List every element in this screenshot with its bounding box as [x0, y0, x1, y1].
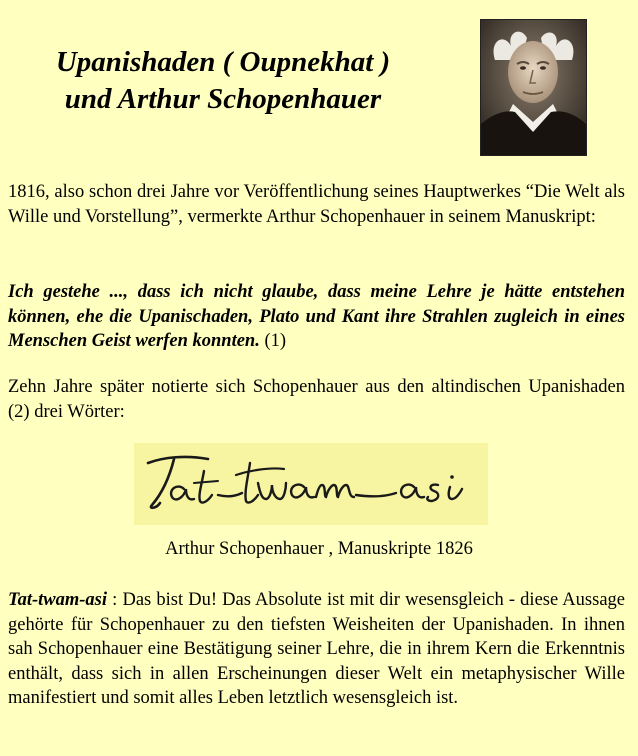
manuscript-caption: Arthur Schopenhauer , Manuskripte 1826 — [165, 539, 473, 559]
later-paragraph: Zehn Jahre später notierte sich Schopenhauer aus den altindischen Upanishaden (2) drei Wörter: — [8, 377, 625, 422]
manuscript-signature-image — [134, 443, 488, 525]
portrait-icon — [481, 20, 586, 155]
tat-twam-asi-term: Tat-twam-asi — [8, 590, 108, 610]
quote-paragraph — [8, 280, 625, 354]
quote-reference: (1) — [264, 331, 287, 351]
page-title — [0, 44, 446, 118]
title-line-1: Upanishaden ( Oupnekhat ) — [55, 46, 391, 78]
tat-twam-asi-paragraph — [8, 588, 625, 711]
tat-twam-asi-text: : Das bist Du! Das Absolute ist mit dir wesensgleich - diese Aussage gehörte für Schopenhauer zu den tiefsten Weisheiten der Upanishaden. In ihnen sah Schopenhauer eine Bestätigung seiner Lehre, die in ihrem Kern die Erkenntnis enthält, dass sich in allen Erscheinungen dieser Welt ein metaphysischer Wille manifestiert und somit alles Leben letztlich wesensgleich ist. — [8, 590, 625, 708]
handwriting-tat-twam-asi — [134, 443, 488, 525]
portrait-photo — [480, 19, 587, 156]
intro-paragraph: 1816, also schon drei Jahre vor Veröffentlichung seines Hauptwerkes “Die Welt als Wille und Vorstellung”, vermerkte Arthur Schopenhauer in seinem Manuskript: — [8, 182, 625, 227]
quote-text: Ich gestehe ..., dass ich nicht glaube, dass meine Lehre je hätte entstehen können, ehe die Upanischaden, Plato und Kant ihre Strahlen zugleich in eines Menschen Geist werfen konnten. — [8, 282, 625, 351]
title-line-2: und Arthur Schopenhauer — [64, 83, 382, 115]
